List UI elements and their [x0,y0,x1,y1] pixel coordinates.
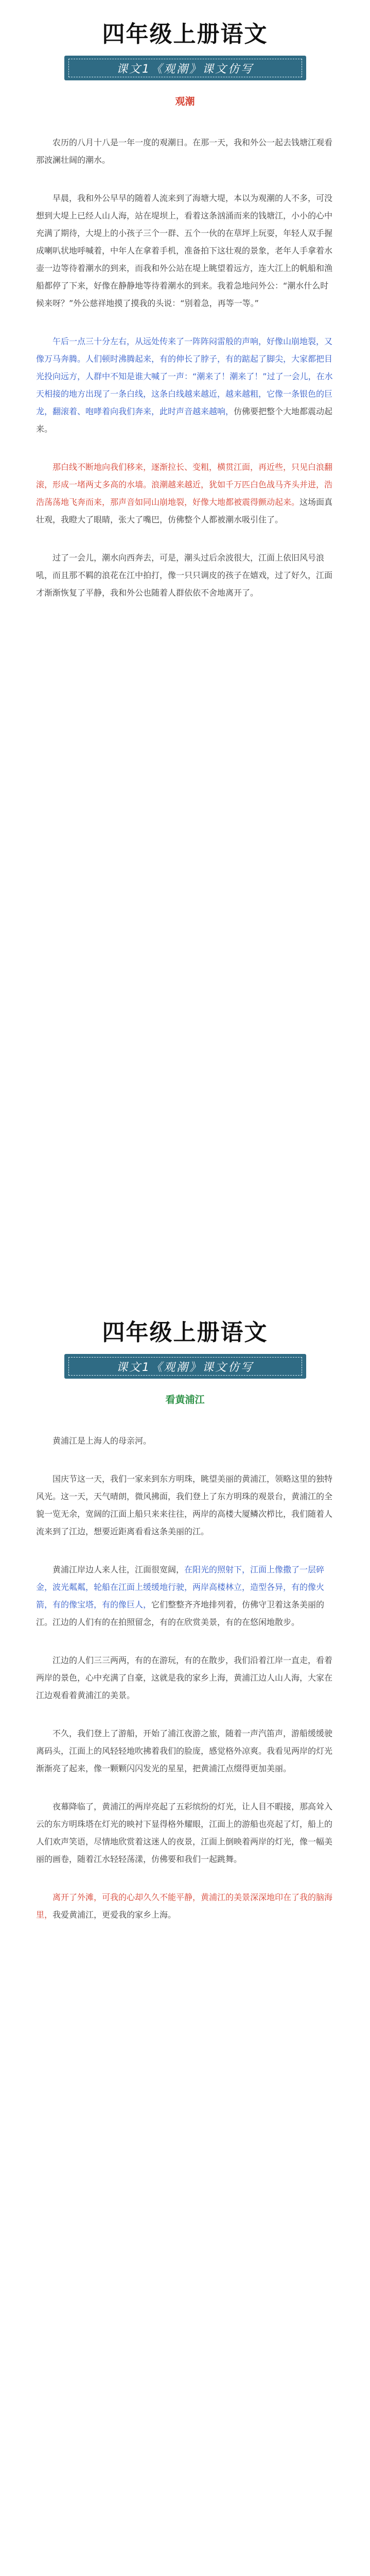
paragraph [36,190,334,312]
paragraph-text: 夜幕降临了，黄浦江的两岸亮起了五彩缤纷的灯光，让人目不暇接，那高耸入云的东方明珠塔在灯光的映衬下显得格外耀眼，江面上的游船也亮起了灯，船上的人们欢声笑语，尽情地欣赏着这迷人的夜景，江面上倒映着两岸的灯光，像一幅美丽的画卷，随着江水轻轻荡漾，仿佛要和我们一起跳舞。 [36,1802,333,1864]
highlighted-text: 可我的心却久久不能平静，黄浦江的美景深深地印在了我的脑海里， [36,1892,333,1920]
banner-text: 课文1《观潮》课文仿写 [68,1357,302,1376]
highlighted-text: 从远处传来了一阵阵闷雷般的声响，好像山崩地裂，又像万马奔腾。 [36,336,333,364]
paragraph-text: 江边的人们三三两两，有的在游玩，有的在散步，我们沿着江岸一直走，看着两岸的景色，心中充满了自豪，这就是我的家乡上海，黄浦江边人山人海，大家在江边观看着黄浦江的美景。 [36,1655,333,1700]
paragraph-text: 不久，我们登上了游船，开始了浦江夜游之旅，随着一声汽笛声，游船缓缓驶离码头，江面上的风轻轻地吹拂着我们的脸庞，感觉格外凉爽。我看见两岸的灯光渐渐亮了起来，像一颗颗闪闪发光的星星，把黄浦江点缀得更加美丽。 [36,1728,333,1773]
paragraph [36,1561,334,1631]
highlighted-text: 轮船在江面上缓缓地行驶，两岸高楼林立，造型各异， [94,1582,292,1592]
section-banner [64,56,306,80]
paragraph [36,1889,334,1924]
section-title: 四年级上册语文 [102,21,268,47]
paragraph-text: 早晨，我和外公早早的随着人流来到了海塘大堤，本以为观潮的人不多，可没想到大堤上已经人山人海，站在堤坝上，看着这条汹涌而来的钱塘江，小小的心中充满了期待，大堤上的小孩子三个一群、五个一伙的在草坪上玩耍，年轻人双手握成喇叭状地呼喊着，中年人在拿着手机，准备拍下这壮观的景象，老年人手拿着水壶一边等待着潮水的到来，而我和外公站在堤上眺望着远方，连大江上的帆船和渔船都停了下来，好像在静静地等待着潮水的到来。我着急地问外公：“潮水什么时候来呀？”外公慈祥地摸了摸我的头说：“别着急，再等一等。” [36,193,333,308]
paragraph-text: 它们整整齐齐地排列着，仿佛守卫着这条美丽的江。江边的人们有的在拍照留念，有的在欣赏美景，有的在悠闲地散步。 [36,1600,325,1627]
article-subtitle: 看黄浦江 [165,1394,205,1405]
paragraph [36,459,334,529]
paragraph [36,1432,334,1450]
paragraph-text: 农历的八月十八是一年一度的观潮日。在那一天，我和外公一起去钱塘江观看那波澜壮阔的潮水。 [36,138,333,165]
paragraph [36,1725,334,1777]
paragraph [36,134,334,169]
paragraph-text: 这场面真壮观，我瞪大了眼睛，张大了嘴巴，仿佛整个人都被潮水吸引住了。 [36,497,333,524]
section-title: 四年级上册语文 [102,1319,268,1346]
paragraph [36,1798,334,1868]
section-banner [64,1354,306,1379]
highlighted-text: 在阳光的照射下，江面上像撒了一层碎金，波光粼粼， [36,1565,325,1592]
highlighted-text: 有的像火箭，有的像宝塔，有的像巨人， [36,1582,325,1609]
highlighted-text: 离开了外滩， [52,1892,102,1902]
paragraph-text: 过了一会儿，潮水向西奔去，可是，潮头过后余波很大，江面上依旧风号浪吼，而且那不羁的浪花在江中拍打，像一只只调皮的孩子在嬉戏，过了好久，江面才渐渐恢复了平静，我和外公也随着人群依依不舍地离开了。 [36,553,333,598]
paragraph [36,549,334,602]
paragraph-text: 仿佛要把整个大地都震动起来。 [36,406,333,434]
highlighted-text: 这条白线越来越近，越来越粗，它像一条银色的巨龙，翻滚着、咆哮着向我们奔来，此时声音越来越响， [36,389,333,416]
paragraph-text: 黄浦江是上海人的母亲河。 [52,1436,152,1446]
paragraph [36,333,334,438]
article-subtitle: 观潮 [175,96,195,107]
highlighted-text: 人们顿时沸腾起来，有的伸长了脖子，有的踮起了脚尖，大家都把目光投向远方，人群中不知是谁大喊了一声：“潮来了！潮来了！”过了一会儿，在水天相接的地方出现了一条白线， [36,354,333,399]
paragraph [36,1470,334,1540]
highlighted-text: 那白线不断地向我们移来，逐渐拉长、变粗，横贯江面，再近些，只见白浪翻滚，形成一堵两丈多高的水墙。浪潮越来越近，犹如千万匹白色战马齐头并进，浩浩荡荡地飞奔而来，那声音如同山崩地裂，好像大地都被震得颤动起来。 [36,462,333,507]
paragraph [36,1652,334,1704]
paragraph-text: 国庆节这一天，我们一家来到东方明珠，眺望美丽的黄浦江，领略这里的独特风光。这一天，天气晴朗，微风拂面，我们登上了东方明珠的观景台，黄浦江的全貌一览无余，宽阔的江面上船只来来往往，两岸的高楼大厦鳞次栉比，我们随着人流来到了江边，想要近距离看看这条美丽的江。 [36,1474,333,1536]
paragraph-text: 黄浦江岸边人来人往，江面很宽阔， [52,1565,185,1574]
paragraph-text: 我爱黄浦江，更爱我的家乡上海。 [52,1910,177,1920]
highlighted-text: 午后一点三十分左右， [52,336,135,346]
banner-text: 课文1《观潮》课文仿写 [68,59,302,77]
